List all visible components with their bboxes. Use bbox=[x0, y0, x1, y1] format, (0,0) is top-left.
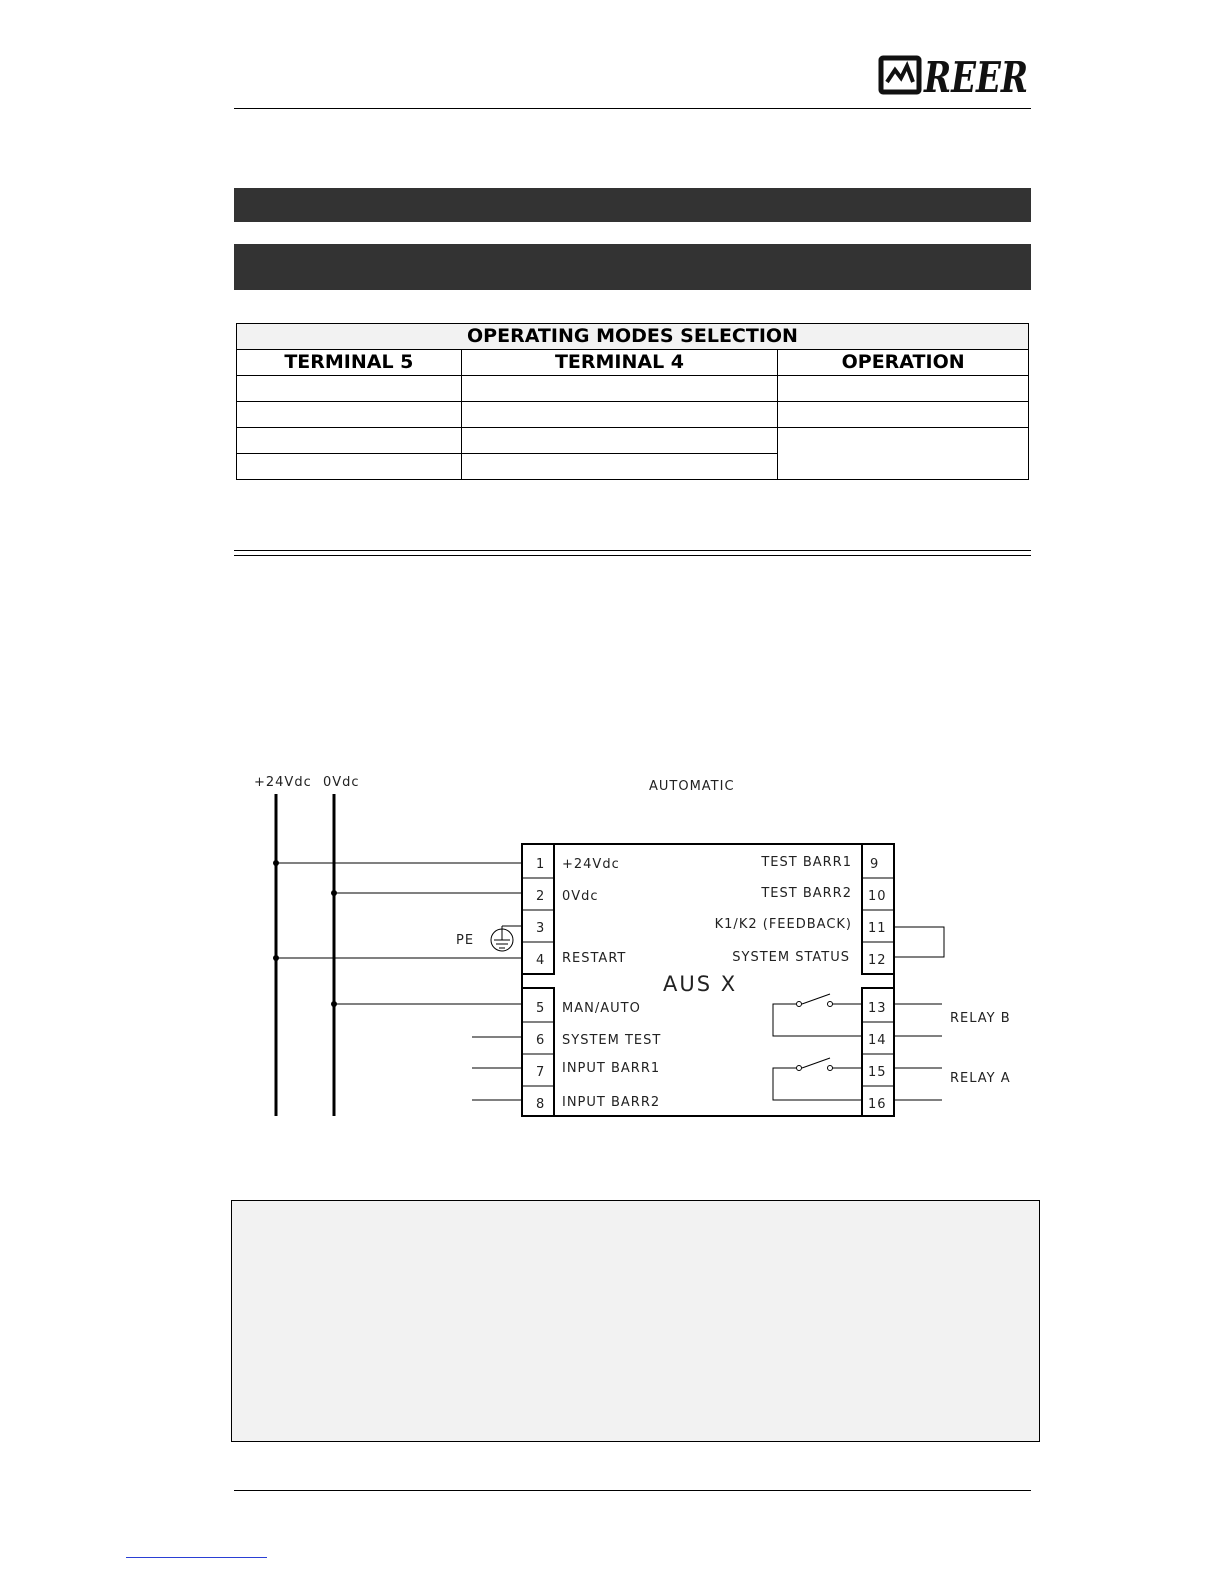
section-divider bbox=[234, 550, 1031, 556]
terminal-number: 6 bbox=[536, 1033, 546, 1048]
wiring-diagram-svg bbox=[240, 760, 1040, 1140]
junction-dot bbox=[331, 890, 337, 896]
reer-logo bbox=[878, 52, 1030, 102]
table-header-row bbox=[237, 350, 1029, 376]
terminal-label: +24Vdc bbox=[562, 857, 620, 872]
junction-dot bbox=[331, 1001, 337, 1007]
feedback-jumper bbox=[894, 927, 944, 957]
note-box bbox=[231, 1200, 1040, 1442]
rail-label-0v: 0Vdc bbox=[323, 775, 360, 790]
col-terminal-5: TERMINAL 5 bbox=[237, 350, 462, 376]
terminal-number: 16 bbox=[868, 1097, 887, 1112]
wiring-diagram bbox=[240, 760, 1040, 1140]
terminal-number: 2 bbox=[536, 889, 546, 904]
logo-graphic bbox=[878, 52, 1030, 102]
table-cell bbox=[461, 402, 778, 428]
table-title: OPERATING MODES SELECTION bbox=[237, 324, 1029, 350]
terminal-label: MAN/AUTO bbox=[562, 1001, 641, 1016]
terminal-number: 8 bbox=[536, 1097, 546, 1112]
terminal-label: RESTART bbox=[562, 951, 627, 966]
terminal-number: 1 bbox=[536, 857, 546, 872]
table-cell bbox=[461, 428, 778, 454]
junction-dot bbox=[273, 955, 279, 961]
terminal-label: SYSTEM TEST bbox=[562, 1033, 662, 1048]
table-cell bbox=[778, 376, 1029, 402]
section-heading-bar bbox=[234, 188, 1031, 222]
col-terminal-4: TERMINAL 4 bbox=[461, 350, 778, 376]
terminal-number: 10 bbox=[868, 889, 887, 904]
relay-a-label: RELAY A bbox=[950, 1071, 1011, 1086]
terminal-number: 5 bbox=[536, 1001, 546, 1016]
device-name: AUS X bbox=[663, 972, 738, 996]
table-row bbox=[237, 376, 1029, 402]
terminal-number: 9 bbox=[870, 857, 880, 872]
mode-label: AUTOMATIC bbox=[649, 779, 735, 794]
footer-rule bbox=[234, 1490, 1031, 1491]
terminal-label: INPUT BARR2 bbox=[562, 1095, 661, 1110]
table-cell bbox=[461, 376, 778, 402]
terminal-number: 11 bbox=[868, 921, 887, 936]
col-operation: OPERATION bbox=[778, 350, 1029, 376]
subsection-heading-bar bbox=[234, 244, 1031, 290]
table-cell bbox=[237, 402, 462, 428]
table-cell bbox=[237, 376, 462, 402]
table-cell bbox=[778, 428, 1029, 480]
terminal-label: TEST BARR1 bbox=[761, 855, 852, 870]
header-rule bbox=[234, 108, 1031, 109]
terminal-number: 14 bbox=[868, 1033, 887, 1048]
junction-dot bbox=[273, 860, 279, 866]
terminal-number: 12 bbox=[868, 953, 887, 968]
terminal-number: 3 bbox=[536, 921, 546, 936]
terminal-label: SYSTEM STATUS bbox=[732, 950, 850, 965]
terminal-label: TEST BARR2 bbox=[761, 886, 852, 901]
terminal-number: 7 bbox=[536, 1065, 546, 1080]
table-title-row bbox=[237, 324, 1029, 350]
footer-link-underline[interactable] bbox=[126, 1557, 267, 1558]
terminal-label: 0Vdc bbox=[562, 889, 599, 904]
rail-label-24v: +24Vdc bbox=[254, 775, 312, 790]
logo-text: REER bbox=[923, 53, 1028, 102]
table-cell bbox=[461, 454, 778, 480]
terminal-number: 15 bbox=[868, 1065, 887, 1080]
ground-icon bbox=[491, 926, 522, 951]
table-row bbox=[237, 428, 1029, 454]
table-cell bbox=[237, 454, 462, 480]
table-cell bbox=[778, 402, 1029, 428]
terminal-label: INPUT BARR1 bbox=[562, 1061, 661, 1076]
terminal-label: K1/K2 (FEEDBACK) bbox=[714, 917, 852, 932]
table-cell bbox=[237, 428, 462, 454]
relay-b-label: RELAY B bbox=[950, 1011, 1011, 1026]
terminal-number: 4 bbox=[536, 953, 546, 968]
pe-label: PE bbox=[456, 933, 475, 948]
terminal-number: 13 bbox=[868, 1001, 887, 1016]
operating-modes-table bbox=[236, 323, 1029, 480]
table-row bbox=[237, 402, 1029, 428]
